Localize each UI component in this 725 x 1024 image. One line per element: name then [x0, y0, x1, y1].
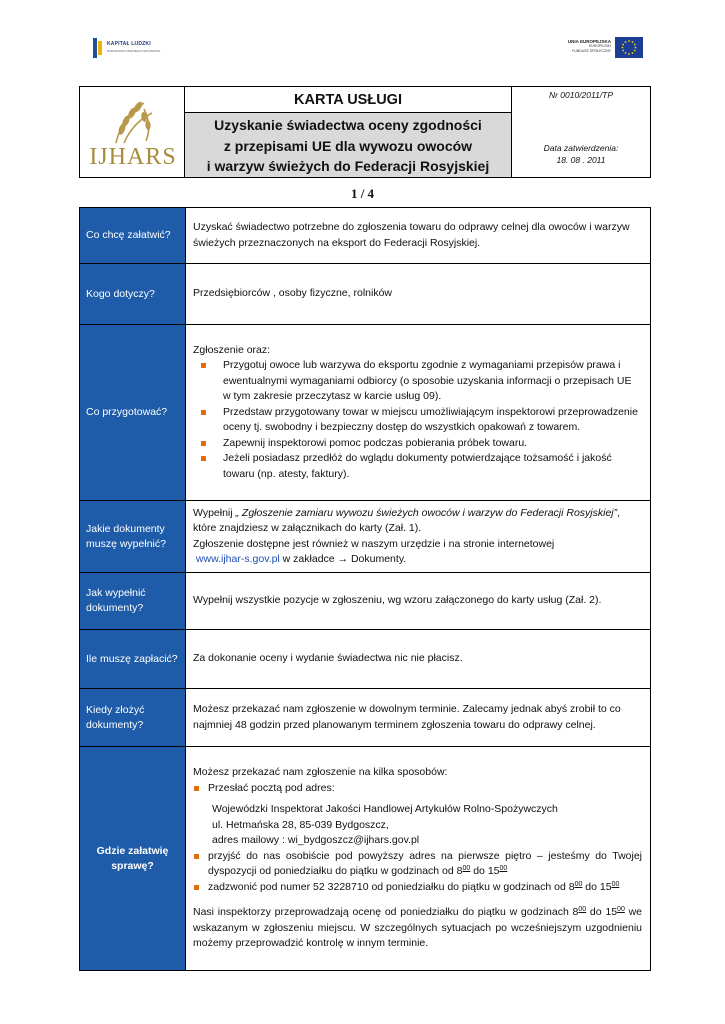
przygotowac-intro: Zgłoszenie oraz:	[193, 343, 271, 356]
kogo-text: Przedsiębiorców , osoby fizyczne, rolników	[193, 287, 392, 300]
dokumenty-prefix: Wypełnij	[193, 506, 236, 519]
list-item: Przedstaw przygotowany towar w miejscu umożliwiającym inspektorowi przeprowadzenie oceny tj. swobodny i bezpieczny dostęp do wszystkich opakowań z towarem.	[193, 405, 642, 436]
list-item: Jeżeli posiadasz przedłóż do wglądu dokumenty potwierdzające tożsamość i jakość towaru (np. atesty, faktury).	[193, 451, 642, 482]
address-line-3: adres mailowy : wi_bydgoszcz@ijhars.gov.pl	[212, 834, 420, 847]
list-item: Zapewnij inspektorowi pomoc podczas pobierania próbek towaru.	[193, 436, 642, 452]
hour-sup: 00	[617, 906, 625, 914]
row-kogo	[80, 264, 650, 325]
row-value	[186, 747, 650, 970]
form-title: „ Zgłoszenie zamiaru wywozu świeżych owoców i warzyw do Federacji Rosyjskiej”	[235, 506, 618, 519]
row-jak	[80, 573, 650, 630]
card-subject	[185, 113, 511, 177]
hour-15: 15	[605, 906, 618, 919]
list-item	[193, 849, 642, 880]
spacer	[193, 895, 642, 905]
phone-text: zadzwonić pod numer 52 3228710 od poniedziałku do piątku w godzinach od 8	[208, 880, 575, 893]
przygotowac-list	[193, 358, 642, 482]
ijhars-logo	[86, 95, 180, 173]
hour-15: 15	[487, 865, 500, 878]
row-label: Co chcę załatwić?	[80, 208, 186, 263]
document-number: Nr 0010/2011/TP	[548, 90, 614, 100]
row-value	[186, 264, 650, 324]
hour-sup: 00	[578, 906, 587, 914]
hour-sup: 00	[574, 880, 583, 888]
address-line-2: ul. Hetmańska 28, 85-039 Bydgoszcz,	[212, 818, 389, 831]
list-item: Przesłać pocztą pod adres:	[193, 781, 642, 797]
dokumenty-suffix: ,	[617, 506, 621, 519]
row-label: Kiedy złożyć dokumenty?	[80, 689, 186, 746]
kapital-ludzki-tagline: NARODOWA STRATEGIA SPÓJNOŚCI	[107, 49, 161, 53]
row-ile	[80, 630, 650, 689]
row-label: Jak wypełnić dokumenty?	[80, 573, 186, 629]
eu-line2: EUROPEJSKI	[588, 44, 611, 48]
eu-logo	[557, 37, 643, 59]
meta-cell	[512, 87, 650, 177]
kapital-ludzki-name: KAPITAŁ LUDZKI	[107, 41, 151, 47]
dokumenty-line2: które znajdziesz w załącznikach do karty (Zał. 1).	[193, 522, 422, 534]
subject-line-1: Uzyskanie świadectwa oceny zgodności	[214, 117, 482, 133]
gdzie-note	[193, 905, 642, 952]
to-text: do	[582, 880, 600, 893]
service-info-table	[79, 207, 651, 971]
ijhars-logo-cell	[80, 87, 185, 177]
row-label: Jakie dokumenty muszę wypełnić?	[80, 501, 186, 572]
row-przygotowac	[80, 325, 650, 501]
title-cell	[185, 87, 512, 177]
dokumenty-line4	[193, 552, 642, 568]
kiedy-text: Możesz przekazać nam zgłoszenie w dowolnym terminie. Zalecamy jednak abyś zrobił to co najmniej 48 godzin przed planowanym terminem zgłoszenia towaru do odprawy celnej.	[193, 703, 621, 731]
row-value	[186, 573, 650, 629]
hour-sup: 00	[499, 865, 508, 873]
row-label: Gdzie załatwię sprawę?	[80, 747, 186, 970]
website-link[interactable]: www.ijhar-s.gov.pl	[195, 553, 280, 565]
card-title: KARTA USŁUGI	[185, 87, 511, 113]
ile-text: Za dokonanie oceny i wydanie świadectwa nic nie płacisz.	[193, 652, 463, 665]
eu-flag-icon	[615, 37, 643, 58]
note-text: Nasi inspektorzy przeprowadzają ocenę od poniedziałku do piątku w godzinach 8	[193, 906, 579, 919]
co-chce-text: Uzyskać świadectwo potrzebne do zgłoszenia towaru do odprawy celnej dla owoców i warzyw świeżych przeznaczonych na eksport do Federacji Rosyjskiej.	[193, 221, 630, 249]
row-value	[186, 208, 650, 263]
gdzie-list-contact	[193, 849, 642, 896]
to-text: do	[470, 865, 488, 878]
row-label: Kogo dotyczy?	[80, 264, 186, 324]
kapital-ludzki-mark-icon	[93, 38, 103, 58]
dokumenty-line1	[193, 506, 642, 522]
eu-line1: UNIA EUROPEJSKA	[567, 39, 611, 44]
dokumenty-line3: Zgłoszenie dostępne jest również w naszym urzędzie i na stronie internetowej	[193, 537, 555, 550]
address-line-1: Wojewódzki Inspektorat Jakości Handlowej Artykułów Rolno-Spożywczych	[212, 803, 558, 816]
kapital-ludzki-logo	[93, 38, 163, 58]
subject-line-2: z przepisami UE dla wywozu owoców	[223, 137, 473, 154]
subject-line-3: i warzyw świeżych do Federacji Rosyjskiej	[206, 158, 490, 174]
row-label: Co przygotować?	[80, 325, 186, 500]
row-value	[186, 689, 650, 746]
row-kiedy	[80, 689, 650, 747]
to-text: do	[586, 906, 606, 919]
dokumenty-tab-text: w zakładce → Dokumenty.	[279, 553, 407, 565]
row-dokumenty	[80, 501, 650, 573]
wheat-icon	[86, 95, 180, 147]
row-label: Ile muszę zapłacić?	[80, 630, 186, 688]
ijhars-wordmark: IJHARS	[89, 144, 177, 170]
list-item: Przygotuj owoce lub warzywa do eksportu zgodnie z wymaganiami przepisów prawa i ewentualnymi wymaganiami odbiorcy (o sposobie uzyskania informacji o przepisach UE w tym zakresie przeczytasz w karcie usług 09).	[193, 358, 642, 405]
page-number: 1 / 4	[350, 186, 375, 201]
jak-text: Wypełnij wszystkie pozycje w zgłoszeniu, wg wzoru załączonego do karty usług (Zał. 2).	[193, 594, 602, 607]
list-item	[193, 880, 642, 896]
row-gdzie	[80, 747, 650, 970]
hour-15: 15	[599, 880, 612, 893]
hour-sup: 00	[611, 880, 620, 888]
row-value	[186, 501, 650, 572]
note-end: we wskazanym w zgłoszeniu miejscu. W szczególnych sytuacjach po wcześniejszym uzgodnieniu możemy przeprowadzić kontrolę w innym terminie.	[193, 906, 643, 950]
row-co-chce	[80, 208, 650, 264]
gdzie-list-post	[193, 781, 642, 797]
row-value	[186, 630, 650, 688]
row-value	[186, 325, 650, 500]
visit-text: przyjść do nas osobiście pod powyższy adres na pierwsze piętro – jesteśmy do Twojej dyspozycji od poniedziałku do piątku w godzinach od 8	[208, 849, 642, 878]
gdzie-intro: Możesz przekazać nam zgłoszenie na kilka sposobów:	[193, 766, 448, 779]
hour-sup: 00	[462, 865, 471, 873]
approval-date-value: 18. 08 . 2011	[556, 155, 606, 165]
approval-date-label: Data zatwierdzenia:	[543, 143, 619, 153]
service-card-header	[79, 86, 651, 178]
eu-line3: FUNDUSZ SPOŁECZNY	[572, 49, 611, 53]
